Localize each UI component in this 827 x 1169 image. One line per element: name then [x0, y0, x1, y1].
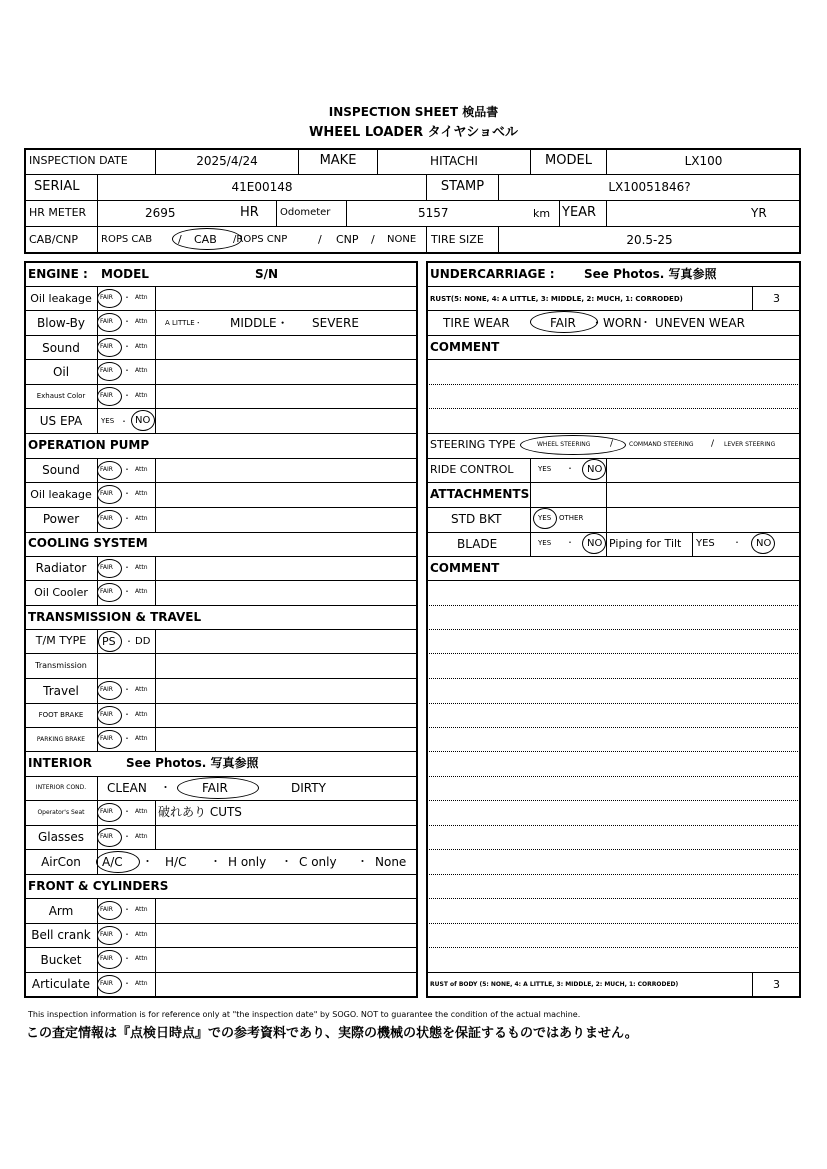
tire-wear-option-uneven: UNEVEN WEAR [655, 316, 745, 330]
row-label: Exhaust Color [36, 392, 86, 400]
steering-option-lever: LEVER STEERING [724, 441, 776, 448]
fair-selected-oval [97, 950, 122, 969]
attn-option: Attn [135, 906, 148, 913]
cond-option-fair: FAIR [202, 781, 228, 795]
cab-option-cnp: CNP [336, 233, 359, 246]
attn-option: Attn [135, 343, 148, 350]
attn-option: Attn [135, 735, 148, 742]
fair-selected-oval [97, 313, 122, 332]
dot: ・ [123, 391, 131, 400]
fair-selected-oval [97, 706, 122, 725]
undercarriage-heading: UNDERCARRIAGE : [430, 267, 555, 281]
attn-option: Attn [135, 588, 148, 595]
row-label: Radiator [35, 561, 87, 575]
row-label: T/M TYPE [35, 634, 87, 647]
fair-selected-oval [97, 387, 122, 406]
tire-size-value: 20.5-25 [626, 233, 673, 247]
no-option: NO [756, 538, 772, 549]
inspection-date-value: 2025/4/24 [196, 154, 258, 168]
dot: ・ [123, 734, 131, 743]
attn-option: Attn [135, 833, 148, 840]
fair-selected-oval [97, 461, 122, 480]
rust-body-value: 3 [773, 978, 780, 991]
transmission-heading: TRANSMISSION & TRAVEL [28, 610, 202, 624]
ps-selected-oval [98, 631, 122, 652]
cab-option-sep: / [318, 233, 322, 246]
row-label: FOOT BRAKE [38, 711, 84, 719]
attn-option: Attn [135, 686, 148, 693]
blowby-note: SEVERE [312, 316, 359, 330]
attn-option: Attn [135, 711, 148, 718]
blowby-note: A LITTLE・ [165, 319, 202, 327]
row-label: Oil leakage [30, 488, 92, 501]
model-value: LX100 [684, 154, 723, 168]
row-label: Sound [42, 341, 80, 355]
row-label: Glasses [37, 830, 85, 844]
dot: ・ [123, 710, 131, 719]
fair-option: FAIR [100, 980, 113, 987]
cab-selected-oval [172, 228, 242, 250]
steering-label: STEERING TYPE [430, 438, 516, 451]
row-label: Bell crank [31, 928, 91, 942]
attn-option: Attn [135, 980, 148, 987]
footer-disclaimer-en: This inspection information is for reference only at "the inspection date" by SOGO. NOT to guarantee the condition of the actual machine. [28, 1010, 581, 1019]
fair-option: FAIR [100, 318, 113, 325]
attn-option: Attn [135, 955, 148, 962]
ride-control-label: RIDE CONTROL [430, 463, 514, 476]
dot: ・ [123, 465, 131, 474]
attn-option: Attn [135, 367, 148, 374]
yes-option: YES [101, 417, 115, 425]
attn-option: Attn [135, 392, 148, 399]
steering-option-wheel: WHEEL STEERING [537, 441, 591, 448]
fair-option: FAIR [100, 392, 113, 399]
no-selected-oval [582, 459, 606, 480]
interior-heading: INTERIOR [28, 756, 93, 770]
cab-option-rops-cnp: /ROPS CNP [233, 234, 288, 245]
yes-option: YES [538, 514, 552, 522]
dot: ・ [160, 781, 171, 794]
fair-option: FAIR [100, 490, 113, 497]
fair-option: FAIR [100, 711, 113, 718]
steering-option-command: COMMAND STEERING [629, 441, 694, 448]
dot: ・ [123, 930, 131, 939]
fair-option: FAIR [100, 564, 113, 571]
aircon-selected-oval [96, 851, 140, 873]
fair-option: FAIR [100, 343, 113, 350]
rust-body-label: RUST of BODY (5: NONE, 4: A LITTLE, 3: MIDDLE, 2: MUCH, 1: CORRODED) [430, 981, 679, 988]
make-label: MAKE [319, 153, 357, 168]
dot: ・ [123, 293, 131, 302]
dot: ・ [733, 538, 741, 547]
fair-selected-oval [97, 926, 122, 945]
fair-selected-oval [97, 681, 122, 700]
fair-selected-oval [97, 338, 122, 357]
dot: ・ [123, 317, 131, 326]
steering-sep: / [711, 439, 715, 449]
fair-selected-oval [97, 975, 122, 994]
fair-selected-oval [97, 901, 122, 920]
dot: ・ [123, 685, 131, 694]
dot: ・ [123, 342, 131, 351]
dot: ・ [123, 587, 131, 596]
hr-meter-label: HR METER [29, 206, 87, 219]
dot: ・ [123, 954, 131, 963]
ps-option: PS [102, 635, 116, 648]
cab-option-sep: / [371, 233, 375, 246]
yr-unit: YR [751, 206, 767, 220]
odometer-label: Odometer [280, 207, 331, 218]
row-label: AirCon [41, 855, 81, 869]
make-value: HITACHI [430, 154, 478, 168]
dot: ・ [210, 855, 221, 868]
engine-model-label: MODEL [101, 267, 149, 281]
model-label: MODEL [545, 153, 592, 168]
dot: ・ [123, 563, 131, 572]
km-unit: km [533, 207, 551, 220]
tire-wear-option-worn: ・WORN [591, 316, 642, 330]
other-option: OTHER [559, 514, 584, 522]
attn-option: Attn [135, 490, 148, 497]
row-label: PARKING BRAKE [36, 736, 86, 743]
yes-selected-oval [533, 508, 557, 529]
fair-selected-oval [97, 289, 122, 308]
engine-heading: ENGINE : [28, 267, 88, 281]
fair-selected-oval [97, 828, 122, 847]
row-label: US EPA [39, 414, 83, 428]
fair-option: FAIR [100, 808, 113, 815]
attn-option: Attn [135, 466, 148, 473]
dot: ・ [123, 807, 131, 816]
cond-selected-oval [177, 777, 259, 799]
no-selected-oval [131, 410, 155, 431]
cab-option-sep: / [178, 233, 182, 246]
dot: ・ [123, 979, 131, 988]
dot: ・ [357, 855, 368, 868]
row-label: Transmission [35, 661, 87, 670]
serial-label: SERIAL [34, 179, 80, 194]
dot: ・ [120, 417, 128, 426]
dot: ・ [281, 855, 292, 868]
fair-option: FAIR [100, 367, 113, 374]
no-selected-oval [751, 533, 775, 554]
fair-option: FAIR [100, 931, 113, 938]
dot: ・ [566, 464, 574, 473]
undercarriage-see-photos: See Photos. 写真参照 [584, 267, 717, 281]
aircon-option-ac: A/C [102, 855, 123, 869]
row-label: Travel [43, 684, 79, 698]
dot: ・ [123, 489, 131, 498]
blade-label: BLADE [457, 537, 498, 551]
hr-unit: HR [240, 205, 259, 220]
cond-option-clean: CLEAN [107, 781, 147, 795]
front-heading: FRONT & CYLINDERS [28, 879, 169, 893]
rust-value: 3 [773, 292, 780, 305]
attn-option: Attn [135, 808, 148, 815]
year-label: YEAR [562, 205, 597, 220]
fair-option: FAIR [100, 955, 113, 962]
dd-option: DD [135, 636, 151, 647]
dot: ・ [123, 905, 131, 914]
fair-option: FAIR [100, 588, 113, 595]
fair-selected-oval [97, 803, 122, 822]
fair-selected-oval [97, 362, 122, 381]
stamp-label: STAMP [440, 179, 485, 194]
attn-option: Attn [135, 515, 148, 522]
yes-option: YES [538, 465, 552, 473]
fair-option: FAIR [100, 294, 113, 301]
row-label: Operator's Seat [37, 809, 85, 816]
aircon-option-hc: H/C [165, 855, 187, 869]
row-label: Oil leakage [30, 292, 92, 305]
serial-value: 41E00148 [231, 180, 293, 194]
dot: ・ [640, 316, 651, 329]
cab-label: CAB/CNP [29, 233, 79, 246]
fair-selected-oval [97, 583, 122, 602]
tire-size-label: TIRE SIZE [431, 233, 484, 246]
attn-option: Attn [135, 564, 148, 571]
stamp-value: LX10051846? [608, 180, 691, 194]
no-option: NO [135, 415, 151, 426]
row-label: Arm [48, 904, 74, 918]
yes-option: YES [696, 538, 715, 549]
operation-pump-heading: OPERATION PUMP [28, 438, 150, 452]
attn-option: Attn [135, 294, 148, 301]
no-option: NO [587, 538, 603, 549]
sheet-subtitle: WHEEL LOADER タイヤショベル [309, 125, 518, 140]
engine-sn-label: S/N [255, 267, 279, 281]
fair-option: FAIR [100, 833, 113, 840]
fair-selected-oval [97, 510, 122, 529]
tire-wear-selected-oval [530, 311, 598, 333]
tire-wear-label: TIRE WEAR [443, 316, 510, 330]
attn-option: Attn [135, 318, 148, 325]
row-label: Power [42, 512, 80, 526]
dot: ・ [142, 855, 153, 868]
fair-option: FAIR [100, 735, 113, 742]
aircon-option-honly: H only [228, 855, 267, 869]
dot: ・ [566, 538, 574, 547]
attn-option: Attn [135, 931, 148, 938]
yes-option: YES [538, 539, 552, 547]
sheet-title: INSPECTION SHEET 検品書 [328, 105, 499, 119]
fair-selected-oval [97, 730, 122, 749]
row-label: Oil Cooler [34, 586, 88, 599]
cooling-heading: COOLING SYSTEM [28, 536, 148, 550]
no-option: NO [587, 464, 603, 475]
footer-disclaimer-jp: この査定情報は『点検日時点』での参考資料であり、実際の機械の状態を保証するものではありません。 [26, 1026, 638, 1041]
inspection-date-label: INSPECTION DATE [29, 154, 128, 167]
seat-note: 破れあり CUTS [158, 805, 242, 819]
no-selected-oval [582, 533, 606, 554]
row-label: INTERIOR COND. [35, 784, 87, 791]
row-label: Blow-By [37, 316, 85, 330]
row-label: Sound [42, 463, 80, 477]
comment-label: COMMENT [430, 340, 500, 354]
cab-option-none: NONE [387, 234, 417, 245]
aircon-option-none: None [375, 855, 407, 869]
aircon-option-conly: C only [299, 855, 337, 869]
row-label: Oil [52, 365, 70, 379]
comment-label: COMMENT [430, 561, 500, 575]
tire-wear-option-fair: FAIR [550, 316, 576, 330]
steering-sep: / [610, 439, 614, 449]
fair-option: FAIR [100, 906, 113, 913]
fair-option: FAIR [100, 466, 113, 473]
dot: ・ [123, 832, 131, 841]
dot: ・ [123, 366, 131, 375]
blowby-note: MIDDLE・ [230, 316, 289, 330]
row-label: Articulate [31, 977, 91, 991]
std-bkt-label: STD BKT [451, 512, 502, 526]
fair-option: FAIR [100, 686, 113, 693]
attachments-heading: ATTACHMENTS [430, 487, 530, 501]
cond-option-dirty: DIRTY [291, 781, 326, 795]
odometer-value: 5157 [418, 206, 449, 220]
cab-option-cab: CAB [194, 233, 217, 246]
hr-meter-value: 2695 [145, 206, 176, 220]
dot: ・ [123, 514, 131, 523]
row-label: Bucket [40, 953, 82, 967]
piping-label: Piping for Tilt [609, 537, 682, 550]
cab-option-rops-cab: ROPS CAB [101, 234, 153, 245]
fair-selected-oval [97, 485, 122, 504]
dot: ・ [125, 637, 133, 646]
fair-selected-oval [97, 559, 122, 578]
interior-see-photos: See Photos. 写真参照 [126, 756, 259, 770]
fair-option: FAIR [100, 515, 113, 522]
rust-label: RUST(5: NONE, 4: A LITTLE, 3: MIDDLE, 2: MUCH, 1: CORRODED) [430, 295, 683, 303]
